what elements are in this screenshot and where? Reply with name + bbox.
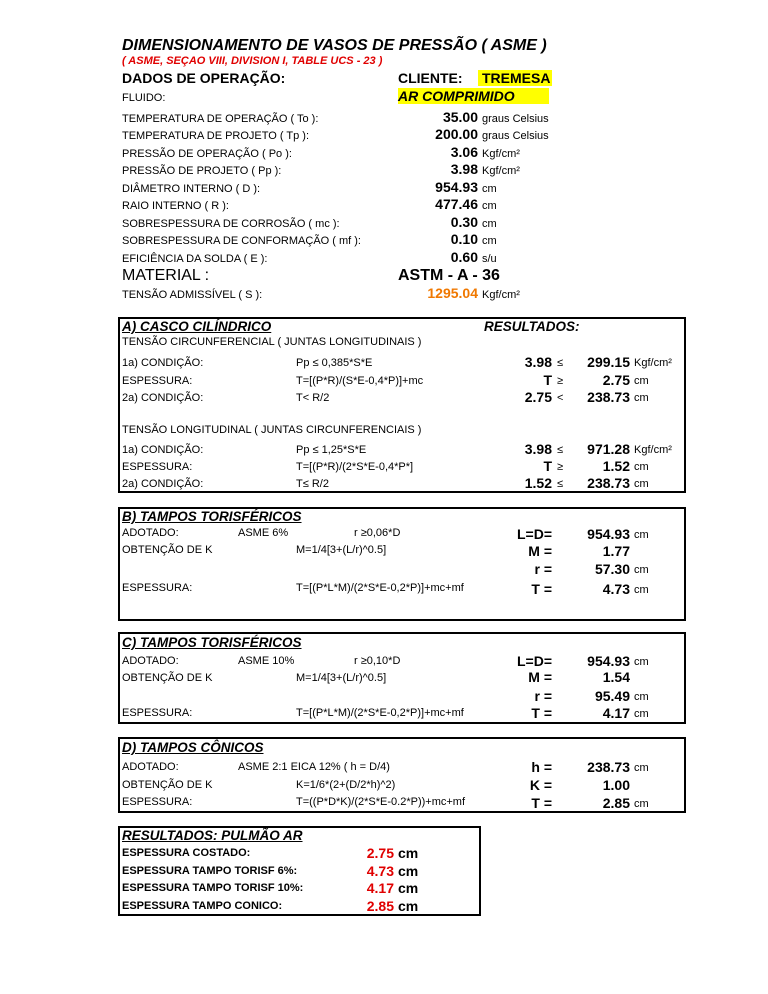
summary-row-label: ESPESSURA TAMPO TORISF 10%: xyxy=(122,882,304,894)
operation-row-label: SOBRESPESSURA DE CONFORMAÇÃO ( mf ): xyxy=(122,235,361,247)
section-d-esp-formula: T=((P*D*K)/(2*S*E-0.2*P))+mc+mf xyxy=(296,796,466,808)
section-a-row-label: ESPESSURA: xyxy=(122,461,193,473)
operation-row-unit: Kgf/cm² xyxy=(482,148,520,160)
section-b-title: B) TAMPOS TORISFÉRICOS xyxy=(122,509,302,524)
section-a-row-unit: cm xyxy=(634,478,649,490)
section-a-row-unit: cm xyxy=(634,392,649,404)
section-b-result-value: 4.73 xyxy=(602,581,630,597)
section-a-row-label: 1a) CONDIÇÃO: xyxy=(122,444,204,456)
section-c-title: C) TAMPOS TORISFÉRICOS xyxy=(122,635,302,650)
section-d-result-value: 238.73 xyxy=(587,759,630,775)
section-a-row-unit: cm xyxy=(634,461,649,473)
section-a-row-left: 1.52 xyxy=(524,475,552,491)
section-c-result-unit: cm xyxy=(634,691,649,703)
section-c-k-formula: M=1/4[3+(L/r)^0.5] xyxy=(296,672,387,684)
operation-row-unit: graus Celsius xyxy=(482,130,549,142)
section-c-result-unit: cm xyxy=(634,708,649,720)
summary-row-label: ESPESSURA COSTADO: xyxy=(122,847,251,859)
operation-row-label: RAIO INTERNO ( R ): xyxy=(122,200,229,212)
client-value: TREMESA xyxy=(478,70,552,86)
stress-unit: Kgf/cm² xyxy=(482,289,520,301)
operation-row-value: 954.93 xyxy=(435,179,478,195)
section-a-row-formula: T< R/2 xyxy=(296,392,330,404)
summary-row-unit: cm xyxy=(398,845,419,861)
operation-row-value: 0.60 xyxy=(450,249,478,265)
section-c-result-value: 954.93 xyxy=(587,653,630,669)
section-a-row-unit: cm xyxy=(634,375,649,387)
section-b-result-unit: cm xyxy=(634,529,649,541)
section-d-k-label: OBTENÇÃO DE K xyxy=(122,779,213,791)
section-d-k-formula: K=1/6*(2+(D/2*h)^2) xyxy=(296,779,396,791)
section-b-k-label: OBTENÇÃO DE K xyxy=(122,544,213,556)
section-a-row-unit: Kgf/cm² xyxy=(634,357,672,369)
section-b-result-unit: cm xyxy=(634,564,649,576)
section-a-row-op: ≤ xyxy=(557,444,564,456)
section-b-result-value: 954.93 xyxy=(587,526,630,542)
section-a-row-formula: Pp ≤ 0,385*S*E xyxy=(296,357,373,369)
section-b-esp-formula: T=[(P*L*M)/(2*S*E-0,2*P)]+mc+mf xyxy=(296,582,464,594)
operation-row-value: 200.00 xyxy=(435,126,478,142)
section-c-result-symbol: M = xyxy=(528,669,552,685)
operation-row-unit: s/u xyxy=(482,253,497,265)
operation-row-label: DIÂMETRO INTERNO ( D ): xyxy=(122,183,261,195)
section-b-result-value: 57.30 xyxy=(594,561,630,577)
material-value: ASTM - A - 36 xyxy=(398,267,500,284)
section-d-result-symbol: T = xyxy=(531,795,552,811)
section-a-row-right: 2.75 xyxy=(602,372,630,388)
section-a-row-left: 2.75 xyxy=(524,389,552,405)
section-a-row-right: 971.28 xyxy=(587,441,630,457)
section-d-adotado-label: ADOTADO: xyxy=(122,761,179,773)
operation-row-value: 0.30 xyxy=(450,214,478,230)
fluid-value: AR COMPRIMIDO xyxy=(398,88,549,104)
section-d-result-value: 2.85 xyxy=(602,795,630,811)
section-a-row-op: ≥ xyxy=(557,461,564,473)
section-b-k-formula: M=1/4[3+(L/r)^0.5] xyxy=(296,544,387,556)
operation-row-label: SOBRESPESSURA DE CORROSÃO ( mc ): xyxy=(122,218,340,230)
section-c-esp-formula: T=[(P*L*M)/(2*S*E-0,2*P)]+mc+mf xyxy=(296,707,464,719)
section-a-row-op: ≥ xyxy=(557,375,564,387)
summary-row-unit: cm xyxy=(398,863,419,879)
section-a-row-right: 299.15 xyxy=(587,354,630,370)
operation-row-value: 0.10 xyxy=(450,231,478,247)
material-label: MATERIAL : xyxy=(122,267,210,284)
operation-row-unit: Kgf/cm² xyxy=(482,165,520,177)
operation-row-label: TEMPERATURA DE PROJETO ( Tp ): xyxy=(122,130,310,142)
section-a-row-formula: Pp ≤ 1,25*S*E xyxy=(296,444,367,456)
section-d-title: D) TAMPOS CÔNICOS xyxy=(122,740,264,755)
section-d-result-symbol: K = xyxy=(529,777,552,793)
client-label: CLIENTE: xyxy=(398,70,463,86)
section-a-row-left: T xyxy=(543,458,552,474)
section-b-esp-label: ESPESSURA: xyxy=(122,582,193,594)
summary-title: RESULTADOS: PULMÃO AR xyxy=(122,828,303,843)
section-b-result-symbol: T = xyxy=(531,581,552,597)
section-a-row-label: ESPESSURA: xyxy=(122,375,193,387)
section-c-k-label: OBTENÇÃO DE K xyxy=(122,672,213,684)
stress-label: TENSÃO ADMISSÍVEL ( S ): xyxy=(122,289,263,301)
section-a-row-label: 2a) CONDIÇÃO: xyxy=(122,392,204,404)
operation-row-label: PRESSÃO DE OPERAÇÃO ( Po ): xyxy=(122,148,292,160)
operation-header: DADOS DE OPERAÇÃO: xyxy=(122,70,286,86)
section-b-result-symbol: r = xyxy=(534,561,552,577)
section-d-result-unit: cm xyxy=(634,762,649,774)
summary-row-value: 2.85 xyxy=(366,898,394,914)
section-c-result-value: 1.54 xyxy=(602,669,630,685)
operation-row-value: 35.00 xyxy=(442,109,478,125)
section-c-result-symbol: T = xyxy=(531,705,552,721)
section-a-row-label: 1a) CONDIÇÃO: xyxy=(122,357,204,369)
section-c-result-value: 95.49 xyxy=(594,688,630,704)
section-d-result-symbol: h = xyxy=(531,759,552,775)
operation-row-unit: cm xyxy=(482,200,497,212)
section-a-row-right: 238.73 xyxy=(587,475,630,491)
summary-row-label: ESPESSURA TAMPO TORISF 6%: xyxy=(122,865,298,877)
section-b-result-value: 1.77 xyxy=(602,543,630,559)
section-b-result-symbol: M = xyxy=(528,543,552,559)
section-a-row-right: 238.73 xyxy=(587,389,630,405)
section-c-r-formula: r ≥0,10*D xyxy=(354,655,401,667)
section-b-result-symbol: L=D= xyxy=(516,526,552,542)
operation-row-unit: cm xyxy=(482,183,497,195)
stress-value: 1295.04 xyxy=(427,285,478,301)
section-d-result-value: 1.00 xyxy=(602,777,630,793)
summary-row-unit: cm xyxy=(398,880,419,896)
section-c-result-symbol: L=D= xyxy=(516,653,552,669)
operation-row-unit: cm xyxy=(482,218,497,230)
section-a-row-op: ≤ xyxy=(557,478,564,490)
section-d-result-unit: cm xyxy=(634,798,649,810)
summary-row-unit: cm xyxy=(398,898,419,914)
page-subtitle: ( ASME, SEÇAO VIII, DIVISION I, TABLE UCS - 23 ) xyxy=(122,55,383,67)
operation-row-label: EFICIÊNCIA DA SOLDA ( E ): xyxy=(122,253,268,265)
section-c-adotado-value: ASME 10% xyxy=(238,655,295,667)
section-a-row-formula: T=[(P*R)/(S*E-0,4*P)]+mc xyxy=(296,375,424,387)
summary-row-value: 4.73 xyxy=(366,863,394,879)
section-c-adotado-label: ADOTADO: xyxy=(122,655,179,667)
section-a-row-unit: Kgf/cm² xyxy=(634,444,672,456)
section-a-row-op: < xyxy=(557,392,564,404)
section-b-adotado-label: ADOTADO: xyxy=(122,527,179,539)
section-a-sub1: TENSÃO CIRCUNFERENCIAL ( JUNTAS LONGITUDINAIS ) xyxy=(122,336,422,348)
section-d-adotado-value: ASME 2:1 EICA 12% ( h = D/4) xyxy=(238,761,390,773)
operation-row-value: 3.98 xyxy=(450,161,478,177)
section-c-esp-label: ESPESSURA: xyxy=(122,707,193,719)
operation-row-value: 3.06 xyxy=(450,144,478,160)
section-b-adotado-value: ASME 6% xyxy=(238,527,289,539)
section-c-result-value: 4.17 xyxy=(602,705,630,721)
summary-row-label: ESPESSURA TAMPO CONICO: xyxy=(122,900,283,912)
operation-row-unit: graus Celsius xyxy=(482,113,549,125)
section-b-result-unit: cm xyxy=(634,584,649,596)
section-a-row-formula: T≤ R/2 xyxy=(296,478,329,490)
section-a-row-left: T xyxy=(543,372,552,388)
summary-row-value: 2.75 xyxy=(366,845,394,861)
operation-row-value: 477.46 xyxy=(435,196,478,212)
section-a-row-label: 2a) CONDIÇÃO: xyxy=(122,478,204,490)
results-label: RESULTADOS: xyxy=(484,319,580,334)
fluid-label: FLUIDO: xyxy=(122,92,166,104)
page-title: DIMENSIONAMENTO DE VASOS DE PRESSÃO ( ASME ) xyxy=(122,37,547,54)
section-a-row-right: 1.52 xyxy=(602,458,630,474)
operation-row-unit: cm xyxy=(482,235,497,247)
section-a-sub2: TENSÃO LONGITUDINAL ( JUNTAS CIRCUNFERENCIAIS ) xyxy=(122,424,422,436)
section-c-result-symbol: r = xyxy=(534,688,552,704)
section-a-row-left: 3.98 xyxy=(524,354,552,370)
section-c-result-unit: cm xyxy=(634,656,649,668)
operation-row-label: TEMPERATURA DE OPERAÇÃO ( To ): xyxy=(122,113,319,125)
operation-row-label: PRESSÃO DE PROJETO ( Pp ): xyxy=(122,165,282,177)
section-a-title: A) CASCO CILÍNDRICO xyxy=(122,319,272,334)
section-a-row-left: 3.98 xyxy=(524,441,552,457)
section-b-r-formula: r ≥0,06*D xyxy=(354,527,401,539)
summary-row-value: 4.17 xyxy=(366,880,394,896)
section-a-row-op: ≤ xyxy=(557,357,564,369)
section-a-row-formula: T=[(P*R)/(2*S*E-0,4*P*] xyxy=(296,461,414,473)
section-d-esp-label: ESPESSURA: xyxy=(122,796,193,808)
